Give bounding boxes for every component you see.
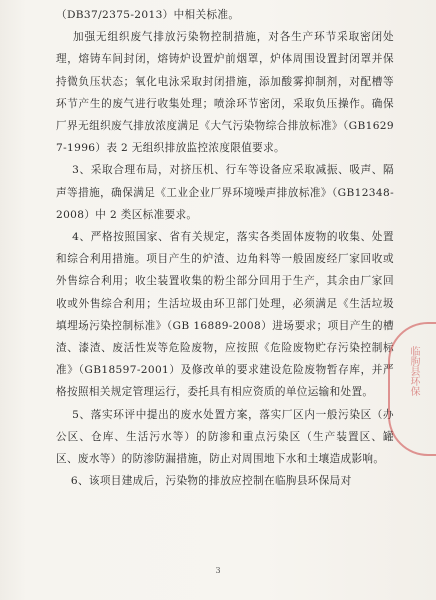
- official-seal-text: 临朐县环保: [408, 346, 419, 396]
- page-number: 3: [215, 566, 221, 575]
- paragraph-post-construction: 6、该项目建成后，污染物的排放应控制在临朐县环保局对: [56, 475, 352, 488]
- paragraph-wastewater: 5、落实环评中提出的废水处置方案，落实厂区内一般污染区（办公区、仓库、生活污水等）的防渗和重点污染区（生产装置区、罐区、废水等）的防渗防漏措施，防止对周围地下水和土壤造成影响。: [56, 408, 394, 466]
- paragraph-solid-waste: 4、严格按照国家、省有关规定，落实各类固体废物的收集、处置和综合利用措施。项目产生的炉渣、边角料等一般固废经厂家回收或外售综合利用；收尘装置收集的粉尘部分回用于生产，其余由厂家回收或外售综合利用；生活垃圾由环卫部门处理，必须满足《生活垃圾填埋场污染控制标准》（GB 16889-2008）进场要求；项目产生的槽渣、漆渣、废活性炭等危险废物，应按照《危险废物贮存污染控制标准》（GB18597-2001）及修改单的要求建设危险废物暂存库，并严格按照相关规定管理运行，委托具有相应资质的单位运输和处置。: [56, 231, 394, 399]
- paragraph-emission-control: 加强无组织废气排放污染物控制措施，对各生产环节采取密闭处理，熔铸车间封闭，熔铸炉设置炉前烟罩，炉体周围设置封闭罩并保持微负压状态；氧化电泳采取封闭措施，添加酸雾抑制剂，对配槽等环节产生的废气进行收集处理；喷涂环节密闭，采取负压操作。确保厂界无组织废气排放浓度满足《大气污染物综合排放标准》（GB16297-1996）表 2 无组织排放监控浓度限值要求。: [56, 31, 394, 155]
- paragraph-standard-ref: （DB37/2375-2013）中相关标准。: [56, 9, 240, 21]
- paragraph-noise-control: 3、采取合理布局，对挤压机、行车等设备应采取减振、吸声、隔声等措施，确保满足《工业企业厂界环境噪声排放标准》（GB12348-2008）中 2 类区标准要求。: [56, 164, 394, 221]
- document-body: [56, 4, 394, 492]
